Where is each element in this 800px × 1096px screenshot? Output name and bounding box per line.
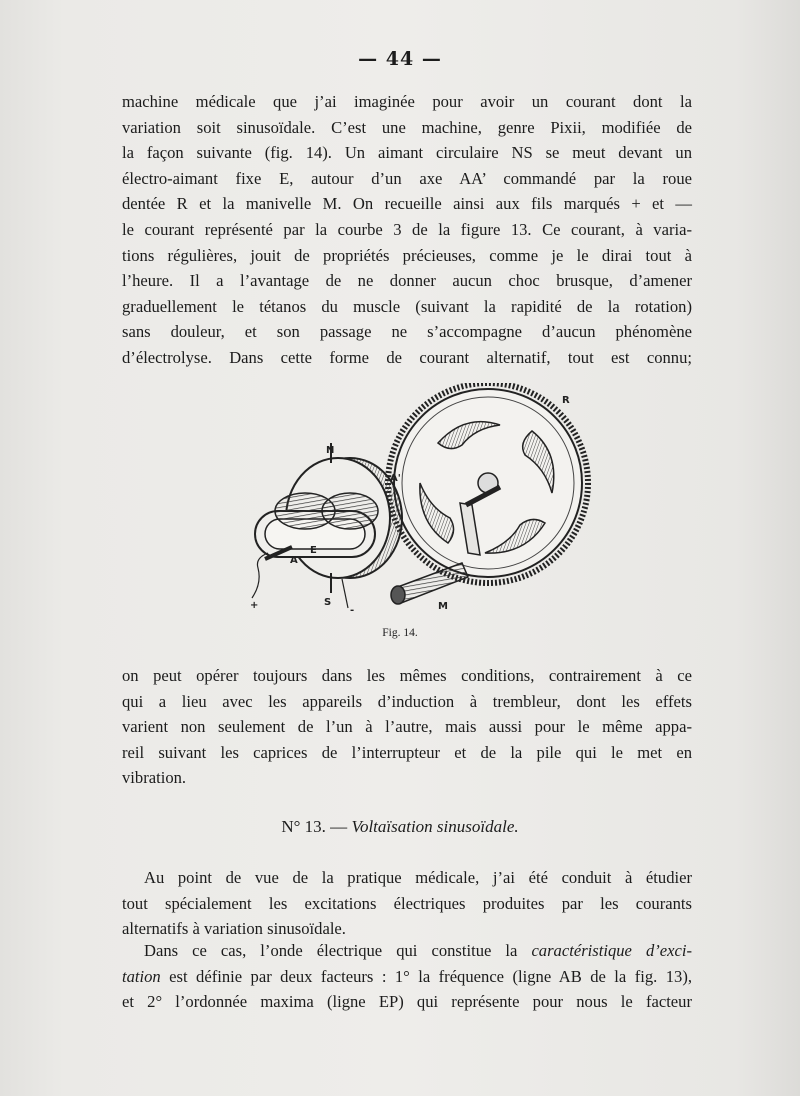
text-line: électro-aimant fixe E, autour d’un axe AA’ commandé par la roue xyxy=(122,168,692,188)
label-n: N xyxy=(326,445,335,456)
label-plus: + xyxy=(250,600,259,611)
text-line: sans douleur, et son passage ne s’accompagne d’aucun phénomène xyxy=(122,322,692,342)
paragraph-4 xyxy=(122,938,692,1015)
label-minus: - xyxy=(350,605,355,616)
section-title: Voltaïsation sinusoïdale. xyxy=(351,817,519,836)
section-heading xyxy=(0,817,800,837)
text-line: d’électrolyse. Dans cette forme de courant alternatif, tout est connu; xyxy=(122,347,692,367)
paragraph-3 xyxy=(122,865,692,942)
label-r: R xyxy=(562,395,570,406)
figure-pixii-machine-illustration xyxy=(200,383,620,623)
section-number: N° 13. — xyxy=(281,817,352,836)
label-s: S xyxy=(324,597,332,608)
page-number: — 44 — xyxy=(358,48,442,70)
text-line: le courant représenté par la courbe 3 de la figure 13. Ce courant, à varia- xyxy=(122,219,692,239)
label-a-prime: A' xyxy=(390,473,401,484)
text-run: est définie par deux facteurs : 1° la fréquence (ligne AB de la fig. 13), xyxy=(160,966,692,986)
text-line: machine médicale que j’ai imaginée pour avoir un courant dont la xyxy=(122,92,692,111)
text-run-italic: caractéristique d’exci- xyxy=(531,941,692,960)
label-m: M xyxy=(438,601,448,612)
text-line: on peut opérer toujours dans les mêmes conditions, contrairement à ce xyxy=(122,666,692,685)
text-line: variation soit sinusoïdale. C’est une machine, genre Pixii, modifiée de xyxy=(122,117,692,137)
text-line: reil suivant les caprices de l’interrupteur et de la pile qui le met en xyxy=(122,742,692,762)
text-line: et 2° l’ordonnée maxima (ligne EP) qui représente pour nous le facteur xyxy=(122,992,692,1012)
label-a: A xyxy=(290,555,298,566)
text-line xyxy=(122,938,692,964)
text-line: la façon suivante (fig. 14). Un aimant circulaire NS se meut devant un xyxy=(122,143,692,163)
text-line: qui a lieu avec les appareils d’induction à trembleur, dont les effets xyxy=(122,691,692,711)
paragraph-1 xyxy=(122,89,692,371)
text-line: alternatifs à variation sinusoïdale. xyxy=(122,919,346,939)
toothed-wheel xyxy=(388,383,588,583)
text-line: graduellement le tétanos du muscle (suivant la rapidité de la rotation) xyxy=(122,296,692,316)
text-line: tout spécialement les excitations électriques produites par les courants xyxy=(122,893,692,913)
text-line: vibration. xyxy=(122,768,187,788)
text-line xyxy=(122,964,692,990)
text-line: l’heure. Il a l’avantage de ne donner aucun choc brusque, d’amener xyxy=(122,271,692,291)
text-line: tions régulières, jouit de propriétés précieuses, comme je le dirai tout à xyxy=(122,245,692,265)
text-run-italic: tation xyxy=(122,966,161,986)
text-line: dentée R et la manivelle M. On recueille ainsi aux fils marqués + et — xyxy=(122,194,692,214)
figure-caption: Fig. 14. xyxy=(382,627,418,639)
text-line: Au point de vue de la pratique médicale, j’ai été conduit à étudier xyxy=(144,868,692,887)
label-e: E xyxy=(310,545,317,556)
paragraph-2 xyxy=(122,663,692,791)
text-line: varient non seulement de l’un à l’autre, mais aussi pour le même appa- xyxy=(122,717,692,737)
text-run: Dans ce cas, l’onde électrique qui constitue la xyxy=(144,941,532,960)
